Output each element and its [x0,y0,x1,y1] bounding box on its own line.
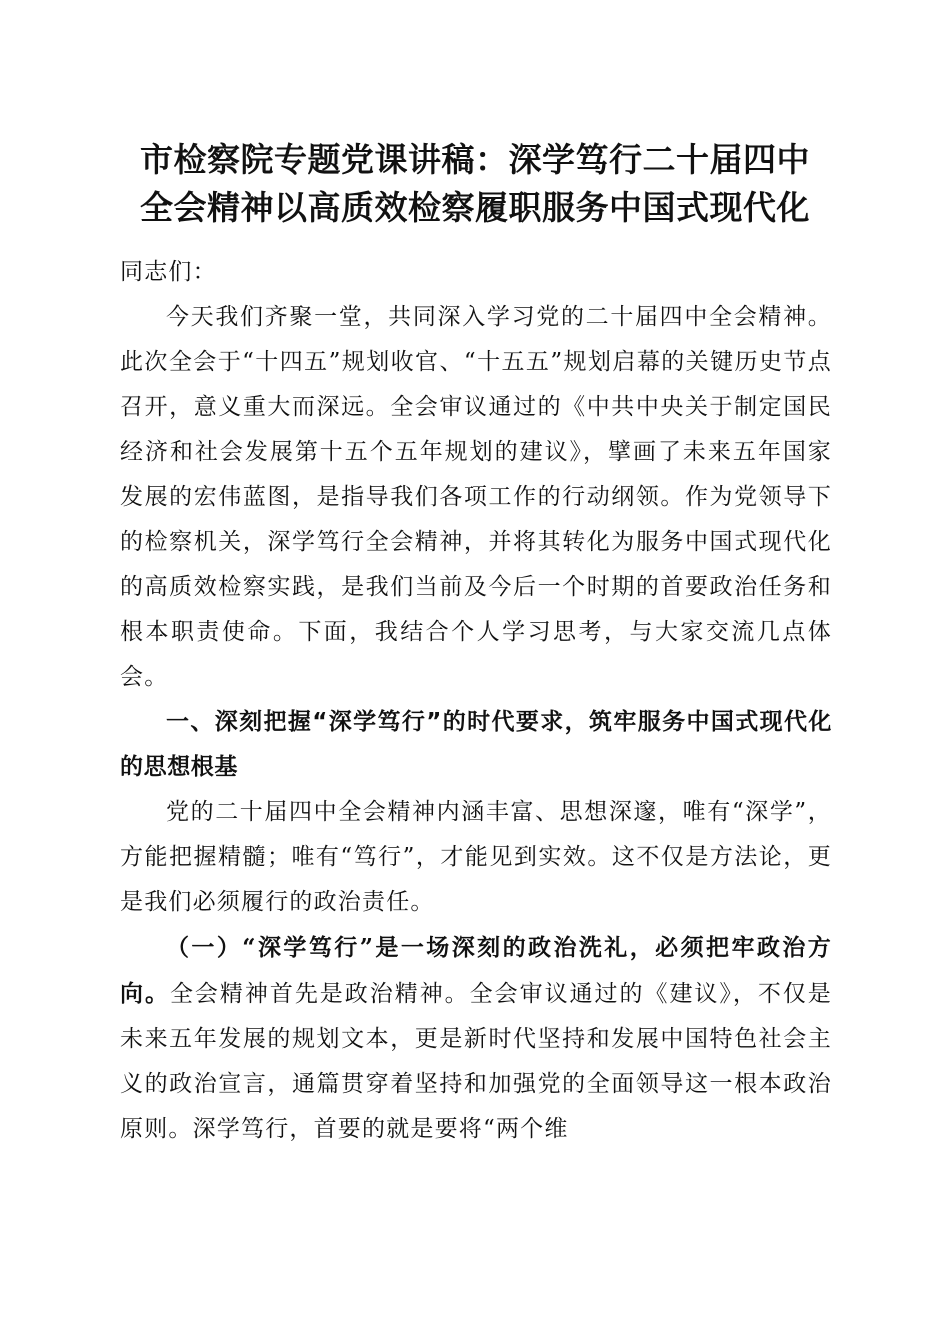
intro-paragraph: 今天我们齐聚一堂，共同深入学习党的二十届四中全会精神。此次全会于“十四五”规划收官、“十五五”规划启幕的关键历史节点召开，意义重大而深远。全会审议通过的《中共中央关于制定国民经济和社会发展第十五个五年规划的建议》，擘画了未来五年国家发展的宏伟蓝图，是指导我们各项工作的行动纲领。作为党领导下的检察机关，深学笃行全会精神，并将其转化为服务中国式现代化的高质效检察实践，是我们当前及今后一个时期的首要政治任务和根本职责使命。下面，我结合个人学习思考，与大家交流几点体会。 [120,304,832,690]
subsection-1-paragraph [120,925,832,1152]
subsection-heading-1: （一）“深学笃行”是一场深刻的政治洗礼，必须把牢政治方向。 [120,934,832,1007]
title-line-2: 全会精神以高质效检察履职服务中国式现代化 [140,188,810,227]
document-body [120,250,832,1152]
title-line-1: 市检察院专题党课讲稿：深学笃行二十届四中 [140,140,810,179]
subsection-1-text: 全会精神首先是政治精神。全会审议通过的《建议》，不仅是未来五年发展的规划文本，更是新时代坚持和发展中国特色社会主义的政治宣言，通篇贯穿着坚持和加强党的全面领导这一根本政治原则。深学笃行，首要的就是要将“两个维 [120,981,832,1142]
salutation: 同志们： [120,259,217,285]
document-title [90,136,860,232]
section-heading-1: 一、深刻把握“深学笃行”的时代要求，筑牢服务中国式现代化的思想根基 [120,709,832,780]
section-1-paragraph: 党的二十届四中全会精神内涵丰富、思想深邃，唯有“深学”，方能把握精髓；唯有“笃行”，才能见到实效。这不仅是方法论，更是我们必须履行的政治责任。 [120,799,832,915]
